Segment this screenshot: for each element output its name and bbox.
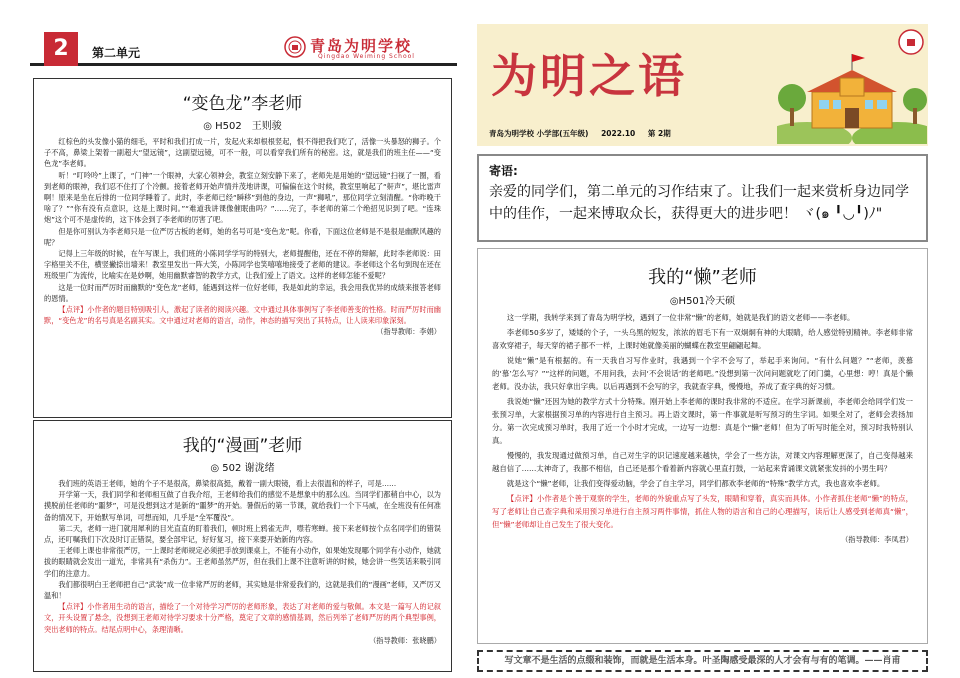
paragraph: 但是你可别认为李老师只是一位严厉古板的老师，她的名号可是“变色龙”呢。你看，下面这位老师是不是很是幽默风趣的呢？ (44, 226, 441, 247)
article-title: “变色龙”李老师 (182, 94, 303, 114)
paragraph: 记得上三年级的时候，在午写课上，我们班的小陈同学学写的特别大，老师提醒他，还在不停的辩解，此时李老师说：田字格里关不住，横竖撇捺出墙来！教室里发出一阵大笑，小陈同学也笑嘻嘻地接受了老师的建议。李老师这个名句到现在还在班级里广为流传，比喻实在是妙啊，她用幽默睿智的教学方式，让我们爱上了语文。这样的老师怎能不爱呢？ (44, 249, 441, 281)
article-title: 我的“懒”老师 (648, 267, 757, 288)
article-body (44, 478, 441, 646)
article-body (492, 311, 913, 546)
school-seal-icon (897, 28, 925, 56)
paragraph: 说她“懒”是有根据的。有一天我自习写作业时，我遇到一个字不会写了，举起手来询问。“有什么问题？”“老师，羡慕的‘慕’怎么写？”“这样的问题，不用问我，去问‘不会说话’的老师吧。”没想到第一次问问题就吃了闭门羹，心里想：哼！真是个懒老师。没办法，我只好拿出字典。以后再遇到不会写的字，我就查字典，慢慢地，养成了查字典的好习惯。 (492, 356, 913, 391)
paragraph: 听！“叮呤呤”上课了，“门神”一个眼神，大家心领神会，教室立刻安静下来了，老师先是用她的“望远镜”扫视了一圈，看到老师的眼神，我们忍不住打了个冷颤。接着老师开始声情并茂地讲课，可偏偏在这个时候，教室里响起了“鼾声”，堪比雷声啊！原来是坐在后排的一位同学睡着了。此时，李老师已经“瞬移”到他的身边，一声“狮吼”，那位同学立刻清醒。“你昨晚干啥了？”“你有没有点意识，这是上课时间。”“难道我讲课像催眠曲吗？”……完了，李老师的第二个绝招见识到了吧。“连珠炮”这个可不是虚传的，这下体会到了李老师的厉害了吧。 (44, 170, 441, 225)
teacher-comment: 【点评】小作者的题目特别吸引人，激起了读者的阅读兴趣。文中通过具体事例写了李老师善变的性格。时而严厉时而幽默，“变色龙”的名号真是名副其实。文中通过对老师的语言，动作，神态的描写突出了其特点，让人读来印象深刻。 (44, 305, 441, 326)
right-page (472, 22, 934, 672)
paragraph: 就是这个“懒”老师，让我们变得爱动脑，学会了自主学习，同学们都欢李老师的“特殊”教学方式，我也喜欢李老师。 (506, 479, 885, 488)
article-chameleon-teacher (33, 78, 452, 418)
paragraph: 第二天，老师一进门就用犀利的目光直直的盯着我们，顿时班上鸦雀无声，噤若寒蝉。接下来老师按个点名同学们的错误点，还叮嘱我们下次及时订正错误，要全部牢记，好好复习，接下来要开始新的内容。 (44, 523, 441, 545)
issue-number: 第 2期 (647, 129, 671, 138)
supervising-teacher: （指导教师：张晓鹏） (369, 635, 441, 645)
article-byline: ◎ 502 谢泷绪 (210, 463, 275, 474)
paragraph: 王老师上课也非常很严厉，一上课时老师规定必须把手放到课桌上，不能有小动作，如果她发现哪个同学有小动作，她就拔的眼睛就会发出一道光，非常具有“杀伤力”。王老师虽然严厉，但在我们上课不注意听讲的时候，她会讲一些笑话来吸引同学们的注意力。 (44, 546, 441, 578)
paragraph: 我们都很明白王老师把自己“武装”成一位非常严厉的老师，其实她是非常爱我们的，这就是我们的“漫画”老师，又严厉又温和！ (44, 579, 441, 601)
article-title: 我的“漫画”老师 (182, 436, 303, 456)
greeting-box (477, 154, 928, 242)
article-byline: ◎H501冷天硕 (669, 296, 736, 307)
paragraph: 慢慢的，我发现通过做预习单，自己对生字的识记速度越来越快，学会了一些方法，对课文内容理解更深了，自己变得越来越自信了……太神奇了，我都不相信，自己还是那个看着新内容就心里直打鼓，一站起来背诵课文就紧张发抖的小男生吗？ (492, 451, 913, 473)
left-page (30, 22, 457, 672)
paragraph: 李老师50多岁了，矮矮的个子，一头乌黑的短发，浓浓的眉毛下有一双炯炯有神的大眼睛，给人感觉特别精神。李老师非常喜欢穿裙子，每天穿的裙子都不一样，上课时她就像美丽的蝴蝶在教室里翩翩起舞。 (492, 328, 913, 350)
article-lazy-teacher (477, 248, 928, 644)
school-name: 青岛为明学校 (310, 37, 413, 55)
article-body (44, 136, 441, 338)
supervising-teacher: （指导教师：李凤君） (841, 535, 913, 544)
paragraph: 我说她“懒”还因为她的教学方式十分特殊。刚开始上李老师的课时我非常的不适应。在学习新课前，李老师会给同学们发一张预习单，大家根据预习单的内容进行自主预习。再上语文课时，第一件事就是听写预习的生字词。如果全对了，老师会表扬加分。第一次完成预习单时，我用了近一个小时才完成，一边写一边想：真是个“懒”老师！但为了听写时能全对，预习时我特别认真。 (492, 397, 913, 445)
issue-date: 2022.10 (601, 129, 636, 138)
unit-title: 第二单元 (92, 46, 141, 60)
newsletter-title: 为明之语 (491, 49, 687, 103)
paragraph: 红棕色的头发像小猫的细毛，平时和我们打成一片，发起火来却根根竖起，恨不得把我们吃了，活像一头暴怒的狮子。个子不高，鼻梁上架着一副超大“望远镜”，这副望远镜，可不一般，可以看穿我们所有的秘密。这，就是我们的班主任——“变色龙”李老师。 (44, 137, 441, 169)
paragraph: 开学第一天，我们同学和老师相互做了自我介绍，王老师给我们的感觉不是想象中的那么凶。当同学们都稍自中心，以为摸脱前任老师的“噩梦”，可是没想到这才是新的“噩梦”的开始。暑假后的第一节课，就给我们一个下马威，在全班没有任何准备的情况下，开始默写单词，可想而知，几乎是“全军覆没”。 (44, 490, 441, 522)
article-cartoon-teacher (33, 420, 452, 672)
school-building-illustration (777, 48, 927, 144)
article-byline: ◎ H502 王则骏 (203, 121, 282, 132)
footer-quote: 写文章不是生活的点缀和装饰，而就是生活本身。叶圣陶感受最深的人才会有与有的笔调。——肖甫 (477, 650, 928, 672)
issue-school: 青岛为明学校 小学部(五年级) (489, 129, 589, 138)
greeting-text: 亲爱的同学们，第二单元的习作结束了。让我们一起来赏析身边同学中的佳作，一起来博取众长，获得更大的进步吧！ ヾ(๑ ╹◡╹)ﾉ" (489, 184, 909, 222)
left-header (30, 22, 457, 66)
paragraph: 我们班的英语王老师，她的个子不是很高，鼻梁很高挺，戴着一副大眼镜，看上去很温和的样子，可是…… (58, 479, 397, 488)
teacher-comment: 【点评】小作者是个善于观察的学生，老师的外貌重点写了头发，眼睛和穿着，真实而具体。小作者抓住老师“懒”的特点，写了老师让自己查字典和采用预习单进行自主预习两件事情，抓住人物的语言和自己的心理描写，读后让人感受到老师真“懒”，但“懒”老师却让自己发生了很大变化。 (492, 494, 913, 529)
paragraph: 这一学期，我转学来到了青岛为明学校，遇到了一位非常“懒”的老师，她就是我们的语文老师——李老师。 (506, 313, 855, 322)
issue-info (489, 128, 681, 139)
teacher-comment: 【点评】小作者用生动的语言，描绘了一个对待学习严厉的老师形象，表达了对老师的爱与敬佩。本文是一篇写人的记叙文，开头设置了悬念，没想到王老师对待学习要求十分严格，奠定了文章的感情基调，然后列举了老师严厉的两个典型事例，突出老师的特点。结尾点明中心，条理清晰。 (44, 602, 441, 634)
paragraph: 这是一位时而严厉时而幽默的“变色龙”老师，能遇到这样一位好老师，我是如此的幸运，我会用我优异的成绩来报答老师的恩情。 (44, 282, 441, 303)
greeting-title: 寄语: (489, 164, 518, 178)
page-number: 2 (44, 32, 78, 66)
school-logo-icon (284, 36, 306, 58)
supervising-teacher: （指导教师：李娟） (376, 327, 441, 337)
newsletter-banner (477, 24, 928, 146)
school-name-en: Qingdao Weiming School (318, 53, 415, 60)
